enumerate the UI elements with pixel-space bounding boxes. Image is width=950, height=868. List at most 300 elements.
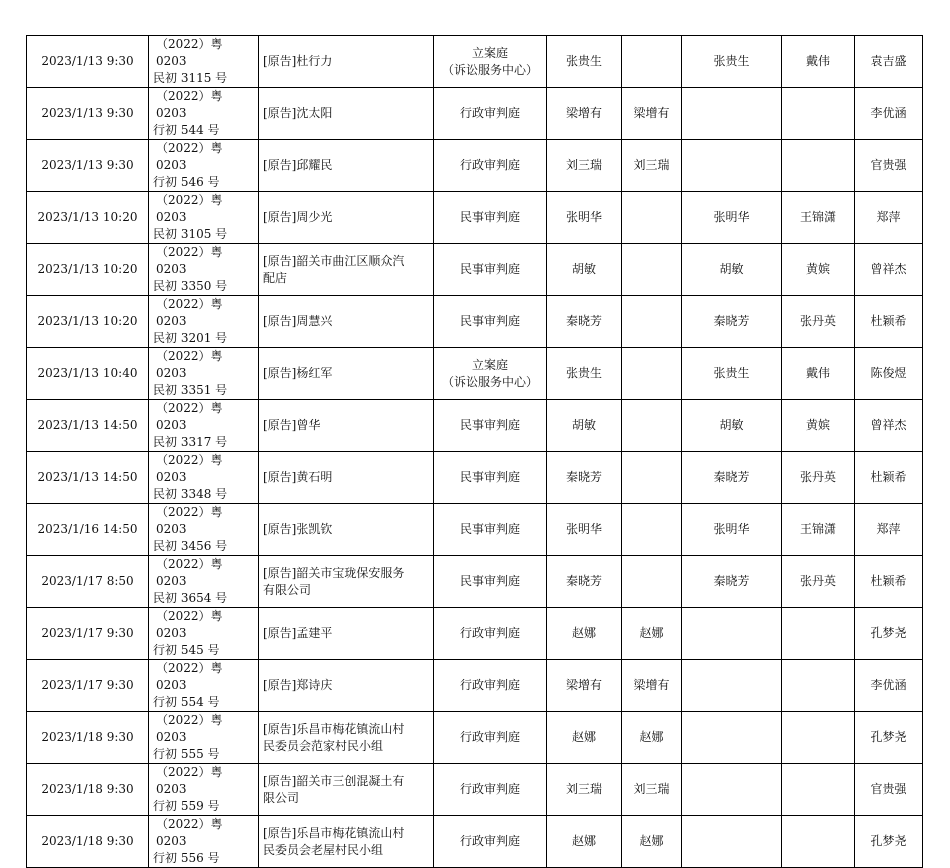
presiding-judge: 赵娜 bbox=[571, 834, 596, 848]
presiding-judge-cell bbox=[547, 400, 622, 452]
presiding-judge-cell bbox=[547, 140, 622, 192]
table-row bbox=[27, 400, 923, 452]
case-number-cell bbox=[149, 660, 259, 712]
department-line-1: 立案庭 bbox=[471, 45, 508, 60]
case-number-line-2: 民初 3456 号 bbox=[153, 539, 228, 553]
case-number-line-1: （2022）粤 0203 bbox=[156, 817, 223, 848]
panel-member-1-cell bbox=[682, 140, 782, 192]
case-number-line-2: 民初 3115 号 bbox=[153, 71, 228, 85]
panel-member-2-cell bbox=[782, 608, 855, 660]
panel-member-1: 秦晓芳 bbox=[713, 314, 750, 328]
panel-member-2: 戴伟 bbox=[805, 54, 830, 68]
case-number-line-1: （2022）粤 0203 bbox=[156, 661, 223, 692]
department-cell bbox=[434, 816, 547, 868]
party-cell bbox=[259, 660, 434, 712]
panel-member-2: 张丹英 bbox=[799, 314, 836, 328]
case-number-cell bbox=[149, 764, 259, 816]
presiding-judge-cell bbox=[547, 608, 622, 660]
clerk-cell bbox=[855, 712, 923, 764]
party-line-1: [原告]周慧兴 bbox=[263, 314, 333, 328]
presiding-judge: 秦晓芳 bbox=[565, 574, 602, 588]
case-number-line-2: 民初 3201 号 bbox=[153, 331, 228, 345]
hearing-time-cell bbox=[27, 400, 149, 452]
panel-member-1: 张贵生 bbox=[713, 54, 750, 68]
case-number-line-2: 民初 3350 号 bbox=[153, 279, 228, 293]
court-schedule-page bbox=[26, 35, 922, 868]
department-line-2: （诉讼服务中心） bbox=[441, 62, 538, 77]
panel-member-1: 胡敏 bbox=[719, 262, 744, 276]
panel-member-1: 张明华 bbox=[713, 210, 750, 224]
hearing-time: 2023/1/13 10:40 bbox=[37, 366, 138, 380]
table-row bbox=[27, 296, 923, 348]
case-number-line-1: （2022）粤 0203 bbox=[156, 193, 223, 224]
presiding-judge-cell bbox=[547, 556, 622, 608]
clerk-cell bbox=[855, 296, 923, 348]
party-cell bbox=[259, 712, 434, 764]
panel-member-2-cell bbox=[782, 400, 855, 452]
court-clerk: 杜颖希 bbox=[870, 470, 907, 484]
table-row bbox=[27, 608, 923, 660]
party-cell bbox=[259, 764, 434, 816]
party-line-1: [原告]孟建平 bbox=[263, 626, 333, 640]
party-line-1: [原告]邱耀民 bbox=[263, 158, 333, 172]
case-number-cell bbox=[149, 504, 259, 556]
clerk-cell bbox=[855, 140, 923, 192]
party-cell bbox=[259, 608, 434, 660]
table-row bbox=[27, 192, 923, 244]
panel-member-2: 戴伟 bbox=[805, 366, 830, 380]
clerk-cell bbox=[855, 556, 923, 608]
case-number-line-1: （2022）粤 0203 bbox=[156, 349, 223, 380]
court-clerk: 李优涵 bbox=[870, 678, 907, 692]
case-number-cell bbox=[149, 88, 259, 140]
panel-member-2-cell bbox=[782, 660, 855, 712]
presiding-judge: 刘三瑞 bbox=[565, 158, 602, 172]
hearing-time: 2023/1/13 14:50 bbox=[37, 470, 138, 484]
department-cell bbox=[434, 192, 547, 244]
party-line-1: [原告]韶关市三创混凝土有 bbox=[263, 773, 405, 788]
hearing-time: 2023/1/17 9:30 bbox=[41, 626, 134, 640]
hearing-time-cell bbox=[27, 88, 149, 140]
case-number-cell bbox=[149, 608, 259, 660]
sole-judge-cell bbox=[622, 348, 682, 400]
court-clerk: 曾祥杰 bbox=[870, 262, 907, 276]
case-number-line-2: 民初 3351 号 bbox=[153, 383, 228, 397]
department-cell bbox=[434, 452, 547, 504]
department-cell bbox=[434, 88, 547, 140]
party-line-1: [原告]乐昌市梅花镇流山村 bbox=[263, 721, 405, 736]
party-cell bbox=[259, 816, 434, 868]
hearing-time: 2023/1/16 14:50 bbox=[37, 522, 138, 536]
department-line-1: 行政审判庭 bbox=[459, 678, 520, 692]
court-clerk: 郑萍 bbox=[876, 522, 901, 536]
case-number-cell bbox=[149, 192, 259, 244]
party-line-2: 有限公司 bbox=[263, 582, 312, 597]
department-cell bbox=[434, 36, 547, 88]
party-line-1: [原告]张凯钦 bbox=[263, 522, 333, 536]
department-cell bbox=[434, 504, 547, 556]
case-number-line-2: 民初 3317 号 bbox=[153, 435, 228, 449]
panel-member-2-cell bbox=[782, 36, 855, 88]
presiding-judge: 张贵生 bbox=[565, 366, 602, 380]
party-cell bbox=[259, 244, 434, 296]
department-line-1: 行政审判庭 bbox=[459, 106, 520, 120]
hearing-time-cell bbox=[27, 764, 149, 816]
hearing-time: 2023/1/13 10:20 bbox=[37, 314, 138, 328]
hearing-time: 2023/1/17 9:30 bbox=[41, 678, 134, 692]
table-row bbox=[27, 712, 923, 764]
party-line-1: [原告]周少光 bbox=[263, 210, 333, 224]
panel-member-1-cell bbox=[682, 660, 782, 712]
panel-member-1-cell bbox=[682, 816, 782, 868]
case-number-cell bbox=[149, 816, 259, 868]
presiding-judge-cell bbox=[547, 452, 622, 504]
table-body bbox=[27, 36, 923, 868]
hearing-time-cell bbox=[27, 296, 149, 348]
case-number-cell bbox=[149, 348, 259, 400]
department-line-1: 行政审判庭 bbox=[459, 782, 520, 796]
presiding-judge: 张贵生 bbox=[565, 54, 602, 68]
case-number-line-1: （2022）粤 0203 bbox=[156, 505, 223, 536]
hearing-time: 2023/1/13 10:20 bbox=[37, 262, 138, 276]
presiding-judge-cell bbox=[547, 816, 622, 868]
party-cell bbox=[259, 192, 434, 244]
presiding-judge: 赵娜 bbox=[571, 730, 596, 744]
court-clerk: 杜颖希 bbox=[870, 574, 907, 588]
panel-member-1-cell bbox=[682, 556, 782, 608]
sole-judge: 赵娜 bbox=[639, 626, 664, 640]
party-cell bbox=[259, 452, 434, 504]
case-number-line-2: 行初 559 号 bbox=[153, 799, 220, 813]
case-number-line-2: 行初 556 号 bbox=[153, 851, 220, 865]
presiding-judge: 秦晓芳 bbox=[565, 314, 602, 328]
panel-member-2-cell bbox=[782, 296, 855, 348]
sole-judge-cell bbox=[622, 296, 682, 348]
panel-member-2-cell bbox=[782, 452, 855, 504]
panel-member-2: 黄嫔 bbox=[805, 262, 830, 276]
department-line-1: 行政审判庭 bbox=[459, 834, 520, 848]
panel-member-2: 王锦潇 bbox=[799, 522, 836, 536]
clerk-cell bbox=[855, 244, 923, 296]
sole-judge: 刘三瑞 bbox=[633, 158, 670, 172]
party-line-2: 民委员会老屋村民小组 bbox=[263, 842, 384, 857]
sole-judge-cell bbox=[622, 452, 682, 504]
case-number-cell bbox=[149, 36, 259, 88]
clerk-cell bbox=[855, 660, 923, 712]
hearing-time-cell bbox=[27, 36, 149, 88]
table-row bbox=[27, 764, 923, 816]
table-row bbox=[27, 36, 923, 88]
presiding-judge: 秦晓芳 bbox=[565, 470, 602, 484]
case-number-cell bbox=[149, 244, 259, 296]
court-clerk: 杜颖希 bbox=[870, 314, 907, 328]
panel-member-1-cell bbox=[682, 348, 782, 400]
court-clerk: 官贵强 bbox=[870, 782, 907, 796]
presiding-judge: 胡敏 bbox=[571, 262, 596, 276]
panel-member-2: 王锦潇 bbox=[799, 210, 836, 224]
court-clerk: 官贵强 bbox=[870, 158, 907, 172]
party-cell bbox=[259, 348, 434, 400]
party-line-1: [原告]杜行力 bbox=[263, 54, 333, 68]
department-cell bbox=[434, 660, 547, 712]
party-line-1: [原告]沈太阳 bbox=[263, 106, 333, 120]
panel-member-1-cell bbox=[682, 452, 782, 504]
sole-judge-cell bbox=[622, 192, 682, 244]
hearing-time-cell bbox=[27, 608, 149, 660]
table-row bbox=[27, 452, 923, 504]
party-line-2: 配店 bbox=[263, 270, 288, 285]
panel-member-2-cell bbox=[782, 244, 855, 296]
department-cell bbox=[434, 608, 547, 660]
clerk-cell bbox=[855, 88, 923, 140]
panel-member-1-cell bbox=[682, 88, 782, 140]
case-number-cell bbox=[149, 712, 259, 764]
department-cell bbox=[434, 140, 547, 192]
clerk-cell bbox=[855, 608, 923, 660]
case-number-line-2: 行初 555 号 bbox=[153, 747, 220, 761]
court-clerk: 李优涵 bbox=[870, 106, 907, 120]
department-line-2: （诉讼服务中心） bbox=[441, 374, 538, 389]
sole-judge-cell bbox=[622, 36, 682, 88]
department-cell bbox=[434, 712, 547, 764]
table-row bbox=[27, 816, 923, 868]
sole-judge-cell bbox=[622, 504, 682, 556]
hearing-time: 2023/1/13 9:30 bbox=[41, 106, 134, 120]
panel-member-2-cell bbox=[782, 348, 855, 400]
case-number-line-1: （2022）粤 0203 bbox=[156, 245, 223, 276]
hearing-time: 2023/1/18 9:30 bbox=[41, 834, 134, 848]
table-row bbox=[27, 556, 923, 608]
sole-judge-cell bbox=[622, 764, 682, 816]
case-number-line-1: （2022）粤 0203 bbox=[156, 401, 223, 432]
clerk-cell bbox=[855, 192, 923, 244]
case-number-line-2: 民初 3105 号 bbox=[153, 227, 228, 241]
party-line-2: 民委员会范家村民小组 bbox=[263, 738, 384, 753]
party-cell bbox=[259, 400, 434, 452]
party-cell bbox=[259, 296, 434, 348]
panel-member-1-cell bbox=[682, 764, 782, 816]
hearing-time-cell bbox=[27, 556, 149, 608]
case-number-line-2: 民初 3654 号 bbox=[153, 591, 228, 605]
department-line-1: 行政审判庭 bbox=[459, 158, 520, 172]
department-line-1: 民事审判庭 bbox=[459, 210, 520, 224]
case-number-cell bbox=[149, 296, 259, 348]
case-number-cell bbox=[149, 556, 259, 608]
hearing-time: 2023/1/13 14:50 bbox=[37, 418, 138, 432]
case-number-line-1: （2022）粤 0203 bbox=[156, 765, 223, 796]
case-number-line-2: 行初 554 号 bbox=[153, 695, 220, 709]
case-number-line-1: （2022）粤 0203 bbox=[156, 297, 223, 328]
department-line-1: 民事审判庭 bbox=[459, 314, 520, 328]
sole-judge-cell bbox=[622, 556, 682, 608]
party-line-2: 限公司 bbox=[263, 790, 300, 805]
panel-member-2-cell bbox=[782, 556, 855, 608]
presiding-judge-cell bbox=[547, 88, 622, 140]
hearing-time-cell bbox=[27, 140, 149, 192]
department-cell bbox=[434, 556, 547, 608]
department-cell bbox=[434, 244, 547, 296]
table-row bbox=[27, 660, 923, 712]
department-cell bbox=[434, 296, 547, 348]
party-cell bbox=[259, 36, 434, 88]
sole-judge-cell bbox=[622, 88, 682, 140]
panel-member-2-cell bbox=[782, 504, 855, 556]
panel-member-1: 张贵生 bbox=[713, 366, 750, 380]
department-line-1: 民事审判庭 bbox=[459, 418, 520, 432]
panel-member-1-cell bbox=[682, 712, 782, 764]
panel-member-2-cell bbox=[782, 712, 855, 764]
panel-member-2-cell bbox=[782, 764, 855, 816]
hearing-time: 2023/1/13 9:30 bbox=[41, 54, 134, 68]
department-cell bbox=[434, 348, 547, 400]
presiding-judge: 赵娜 bbox=[571, 626, 596, 640]
party-line-1: [原告]黄石明 bbox=[263, 470, 333, 484]
clerk-cell bbox=[855, 816, 923, 868]
case-number-cell bbox=[149, 140, 259, 192]
court-clerk: 郑萍 bbox=[876, 210, 901, 224]
panel-member-2-cell bbox=[782, 192, 855, 244]
hearing-time: 2023/1/18 9:30 bbox=[41, 730, 134, 744]
panel-member-1-cell bbox=[682, 36, 782, 88]
party-line-1: [原告]杨红军 bbox=[263, 366, 333, 380]
case-number-line-2: 行初 544 号 bbox=[153, 123, 220, 137]
clerk-cell bbox=[855, 400, 923, 452]
case-number-cell bbox=[149, 452, 259, 504]
table-row bbox=[27, 504, 923, 556]
hearing-time-cell bbox=[27, 348, 149, 400]
table-row bbox=[27, 88, 923, 140]
clerk-cell bbox=[855, 764, 923, 816]
hearing-time: 2023/1/13 10:20 bbox=[37, 210, 138, 224]
table-row bbox=[27, 140, 923, 192]
panel-member-1-cell bbox=[682, 296, 782, 348]
department-line-1: 民事审判庭 bbox=[459, 470, 520, 484]
presiding-judge-cell bbox=[547, 712, 622, 764]
party-cell bbox=[259, 504, 434, 556]
panel-member-1: 秦晓芳 bbox=[713, 470, 750, 484]
presiding-judge-cell bbox=[547, 660, 622, 712]
clerk-cell bbox=[855, 452, 923, 504]
case-number-line-1: （2022）粤 0203 bbox=[156, 453, 223, 484]
sole-judge-cell bbox=[622, 712, 682, 764]
sole-judge-cell bbox=[622, 244, 682, 296]
court-clerk: 孔梦尧 bbox=[870, 730, 907, 744]
hearing-time-cell bbox=[27, 504, 149, 556]
department-cell bbox=[434, 764, 547, 816]
hearing-schedule-table bbox=[26, 35, 923, 868]
presiding-judge-cell bbox=[547, 296, 622, 348]
panel-member-2: 张丹英 bbox=[799, 574, 836, 588]
case-number-line-1: （2022）粤 0203 bbox=[156, 609, 223, 640]
hearing-time-cell bbox=[27, 816, 149, 868]
court-clerk: 孔梦尧 bbox=[870, 626, 907, 640]
panel-member-1-cell bbox=[682, 192, 782, 244]
department-line-1: 行政审判庭 bbox=[459, 730, 520, 744]
sole-judge: 赵娜 bbox=[639, 730, 664, 744]
case-number-cell bbox=[149, 400, 259, 452]
panel-member-2: 黄嫔 bbox=[805, 418, 830, 432]
panel-member-1-cell bbox=[682, 244, 782, 296]
presiding-judge-cell bbox=[547, 192, 622, 244]
panel-member-1-cell bbox=[682, 608, 782, 660]
court-clerk: 袁吉盛 bbox=[870, 54, 907, 68]
party-cell bbox=[259, 88, 434, 140]
case-number-line-1: （2022）粤 0203 bbox=[156, 89, 223, 120]
panel-member-1: 胡敏 bbox=[719, 418, 744, 432]
sole-judge: 梁增有 bbox=[633, 106, 670, 120]
hearing-time-cell bbox=[27, 660, 149, 712]
department-cell bbox=[434, 400, 547, 452]
department-line-1: 民事审判庭 bbox=[459, 522, 520, 536]
sole-judge: 梁增有 bbox=[633, 678, 670, 692]
hearing-time-cell bbox=[27, 452, 149, 504]
case-number-line-1: （2022）粤 0203 bbox=[156, 141, 223, 172]
department-line-1: 立案庭 bbox=[471, 357, 508, 372]
sole-judge-cell bbox=[622, 660, 682, 712]
department-line-1: 民事审判庭 bbox=[459, 262, 520, 276]
court-clerk: 曾祥杰 bbox=[870, 418, 907, 432]
presiding-judge: 胡敏 bbox=[571, 418, 596, 432]
sole-judge-cell bbox=[622, 816, 682, 868]
table-row bbox=[27, 348, 923, 400]
presiding-judge-cell bbox=[547, 504, 622, 556]
panel-member-2-cell bbox=[782, 140, 855, 192]
sole-judge: 赵娜 bbox=[639, 834, 664, 848]
party-cell bbox=[259, 140, 434, 192]
hearing-time-cell bbox=[27, 244, 149, 296]
presiding-judge: 梁增有 bbox=[565, 678, 602, 692]
department-line-1: 民事审判庭 bbox=[459, 574, 520, 588]
case-number-line-1: （2022）粤 0203 bbox=[156, 557, 223, 588]
sole-judge-cell bbox=[622, 400, 682, 452]
presiding-judge-cell bbox=[547, 348, 622, 400]
case-number-line-2: 民初 3348 号 bbox=[153, 487, 228, 501]
case-number-line-1: （2022）粤 0203 bbox=[156, 713, 223, 744]
panel-member-1: 张明华 bbox=[713, 522, 750, 536]
presiding-judge: 刘三瑞 bbox=[565, 782, 602, 796]
party-line-1: [原告]韶关市宝珑保安服务 bbox=[263, 565, 405, 580]
clerk-cell bbox=[855, 36, 923, 88]
case-number-line-2: 行初 545 号 bbox=[153, 643, 220, 657]
presiding-judge-cell bbox=[547, 764, 622, 816]
presiding-judge-cell bbox=[547, 36, 622, 88]
court-clerk: 陈俊煜 bbox=[870, 366, 907, 380]
sole-judge: 刘三瑞 bbox=[633, 782, 670, 796]
hearing-time: 2023/1/17 8:50 bbox=[41, 574, 134, 588]
party-cell bbox=[259, 556, 434, 608]
department-line-1: 行政审判庭 bbox=[459, 626, 520, 640]
party-line-1: [原告]乐昌市梅花镇流山村 bbox=[263, 825, 405, 840]
party-line-1: [原告]郑诗庆 bbox=[263, 678, 333, 692]
hearing-time: 2023/1/18 9:30 bbox=[41, 782, 134, 796]
presiding-judge: 张明华 bbox=[565, 210, 602, 224]
panel-member-2-cell bbox=[782, 88, 855, 140]
hearing-time-cell bbox=[27, 192, 149, 244]
sole-judge-cell bbox=[622, 608, 682, 660]
case-number-line-2: 行初 546 号 bbox=[153, 175, 220, 189]
panel-member-1-cell bbox=[682, 504, 782, 556]
hearing-time-cell bbox=[27, 712, 149, 764]
clerk-cell bbox=[855, 348, 923, 400]
party-line-1: [原告]曾华 bbox=[263, 418, 321, 432]
hearing-time: 2023/1/13 9:30 bbox=[41, 158, 134, 172]
panel-member-1-cell bbox=[682, 400, 782, 452]
presiding-judge: 梁增有 bbox=[565, 106, 602, 120]
case-number-line-1: （2022）粤 0203 bbox=[156, 37, 223, 68]
table-row bbox=[27, 244, 923, 296]
panel-member-2-cell bbox=[782, 816, 855, 868]
presiding-judge: 张明华 bbox=[565, 522, 602, 536]
